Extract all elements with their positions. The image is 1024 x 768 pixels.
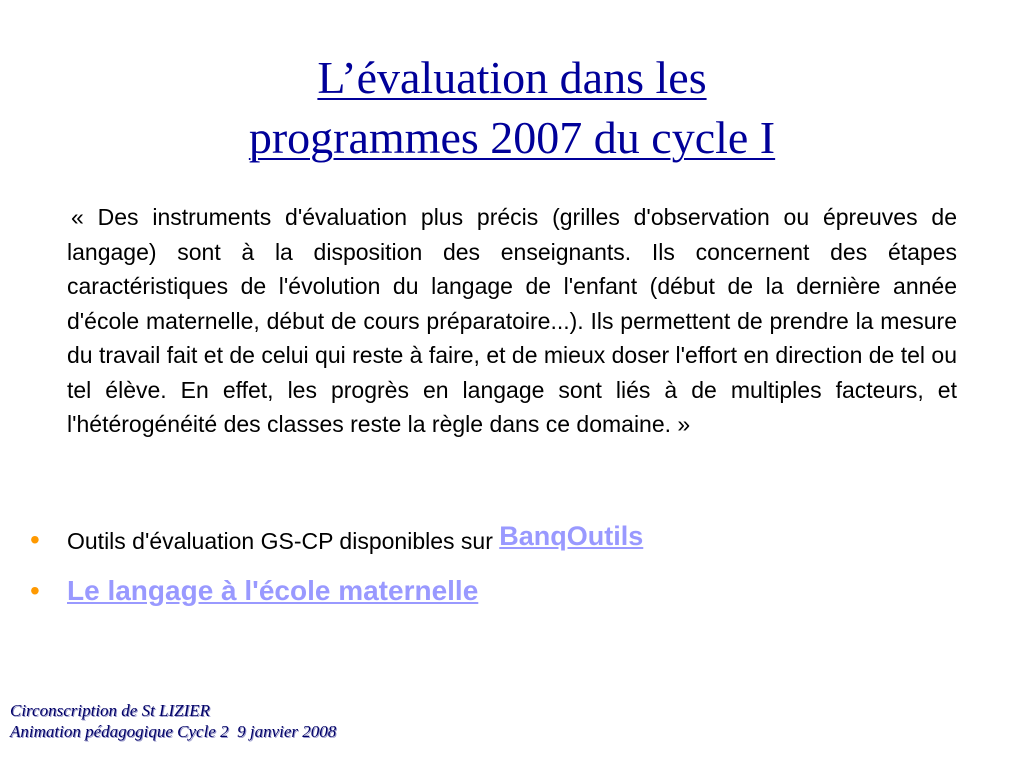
footer-animation: Animation pédagogique Cycle 2 9 janvier 2008 [10,722,337,741]
bullet-icon: • [30,524,40,555]
langage-maternelle-link[interactable]: Le langage à l'école maternelle [67,575,479,606]
title-line-2: programmes 2007 du cycle I [248,112,776,163]
banqoutils-link[interactable]: BanqOutils [499,521,644,551]
title-line-1: L’évaluation dans les [317,52,707,103]
bullet-text: Outils d'évaluation GS-CP disponibles sur [67,528,500,554]
slide-title [0,48,1024,168]
quote-paragraph: « Des instruments d'évaluation plus précis (grilles d'observation ou épreuves de langage) sont à la disposition des enseignants. Ils concernent des étapes caractéristiques de l'évolution du langage de l'enfant (début de la dernière année d'école maternelle, début de cours préparatoire...). Ils permettent de prendre la mesure du travail fait et de celui qui reste à faire, et de mieux doser l'effort en direction de tel ou tel élève. En effet, les progrès en langage sont liés à de multiples facteurs, et l'hétérogénéité des classes reste la règle dans ce domaine. » [67,204,957,437]
bullet-icon: • [30,575,40,606]
bullet-list [30,520,980,611]
footer-circonscription: Circonscription de St LIZIER [10,701,211,720]
bullet-item-langage [30,571,980,611]
footer [10,700,336,742]
bullet-item-banqoutils [30,520,980,561]
